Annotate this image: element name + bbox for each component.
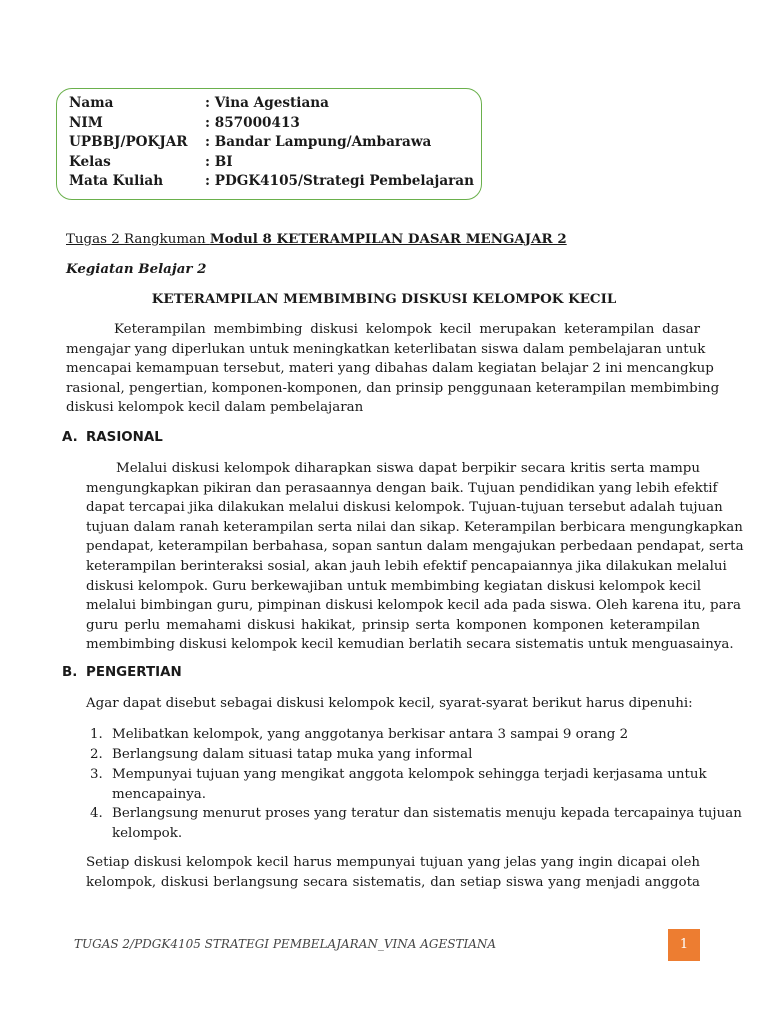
identity-label: UPBBJ/POKJAR [69, 134, 188, 150]
section-heading: KETERAMPILAN MEMBIMBING DISKUSI KELOMPOK KECIL [151, 291, 617, 307]
paragraph-line: pendapat, keterampilan berbahasa, sopan santun dalam mengajukan perbedaan pendapat, serta [86, 539, 744, 555]
title-main: Modul 8 KETERAMPILAN DASAR MENGAJAR 2 [209, 231, 567, 247]
identity-value: : BI [205, 154, 233, 170]
paragraph-line: kelompok, diskusi berlangsung secara sistematis, dan setiap siswa yang menjadi anggota [86, 874, 700, 890]
paragraph-line: rasional, pengertian, komponen-komponen, dan prinsip penggunaan keterampilan membimbing [66, 380, 720, 396]
identity-value: : Bandar Lampung/Ambarawa [205, 134, 432, 150]
identity-value: : PDGK4105/Strategi Pembelajaran [205, 173, 474, 189]
section-a-paragraph [86, 459, 744, 655]
paragraph-line: melalui bimbingan guru, pimpinan diskusi kelompok kecil ada pada siswa. Oleh karena itu, para [86, 598, 741, 614]
paragraph-line: membimbing diskusi kelompok kecil kemudian berlatih secara sistematis untuk menguasainya. [86, 637, 734, 653]
paragraph-line: mengajar yang diperlukan untuk meningkatkan keterlibatan siswa dalam pembelajaran untuk [66, 341, 706, 357]
section-title: RASIONAL [86, 430, 163, 445]
list-text: Melibatkan kelompok, yang anggotanya berkisar antara 3 sampai 9 orang 2 [112, 727, 629, 742]
paragraph-line: tujuan dalam ranah keterampilan serta nilai dan sikap. Keterampilan berbicara mengungkapkan [86, 519, 743, 535]
identity-value: : 857000413 [205, 115, 300, 131]
paragraph-line: diskusi kelompok. Guru berkewajiban untuk membimbing kegiatan diskusi kelompok kecil [86, 578, 702, 594]
identity-label: NIM [69, 115, 103, 131]
identity-label: Kelas [69, 154, 111, 170]
section-a-heading [62, 430, 163, 445]
paragraph-line: mencapai kemampuan tersebut, materi yang dibahas dalam kegiatan belajar 2 ini mencangkup [66, 361, 714, 377]
list-text: Berlangsung menurut proses yang teratur dan sistematis menuju kepada tercapainya tujuan [112, 806, 742, 821]
section-b-heading [62, 665, 182, 680]
page-number: 1 [668, 929, 700, 961]
list-number: 3. [90, 767, 103, 782]
paragraph-line: diskusi kelompok kecil dalam pembelajaran [66, 400, 364, 416]
section-b-closing [86, 853, 700, 892]
list-number: 2. [90, 747, 103, 762]
section-b-intro: Agar dapat disebut sebagai diskusi kelompok kecil, syarat-syarat berikut harus dipenuhi: [86, 696, 693, 711]
section-number: B. [62, 665, 78, 680]
list-number: 4. [90, 806, 103, 821]
list-text: Berlangsung dalam situasi tatap muka yang informal [112, 747, 473, 762]
identity-box [56, 88, 482, 200]
paragraph-line: mengungkapkan pikiran dan perasaannya dengan baik. Tujuan pendidikan yang lebih efektif [86, 480, 718, 496]
title-prefix: Tugas 2 Rangkuman [66, 232, 210, 247]
paragraph-line: Setiap diskusi kelompok kecil harus mempunyai tujuan yang jelas yang ingin dicapai oleh [86, 855, 700, 870]
intro-paragraph [66, 320, 720, 418]
paragraph-line: guru perlu memahami diskusi hakikat, prinsip serta komponen komponen keterampilan [86, 617, 700, 633]
list-text: Mempunyai tujuan yang mengikat anggota kelompok sehingga terjadi kerjasama untuk [112, 767, 707, 782]
identity-label: Mata Kuliah [69, 173, 164, 189]
list-text: mencapainya. [112, 786, 206, 802]
paragraph-line: keterampilan berinteraksi sosial, akan jauh lebih efektif pencapaiannya jika dilakukan melalui [86, 558, 727, 574]
paragraph-line: Keterampilan membimbing diskusi kelompok kecil merupakan keterampilan dasar [114, 322, 700, 337]
footer-text: TUGAS 2/PDGK4105 STRATEGI PEMBELAJARAN_VINA AGESTIANA [74, 937, 497, 951]
list-number: 1. [90, 727, 103, 742]
identity-label: Nama [69, 95, 114, 111]
document-title [66, 231, 567, 247]
paragraph-line: Melalui diskusi kelompok diharapkan siswa dapat berpikir secara kritis serta mampu [116, 461, 700, 476]
section-title: PENGERTIAN [86, 665, 182, 680]
identity-value: : Vina Agestiana [205, 95, 329, 111]
list-text: kelompok. [112, 825, 183, 841]
paragraph-line: dapat tercapai jika dilakukan melalui diskusi kelompok. Tujuan-tujuan tersebut adalah tujuan [86, 500, 723, 516]
activity-label: Kegiatan Belajar 2 [66, 261, 207, 277]
section-number: A. [62, 430, 78, 445]
